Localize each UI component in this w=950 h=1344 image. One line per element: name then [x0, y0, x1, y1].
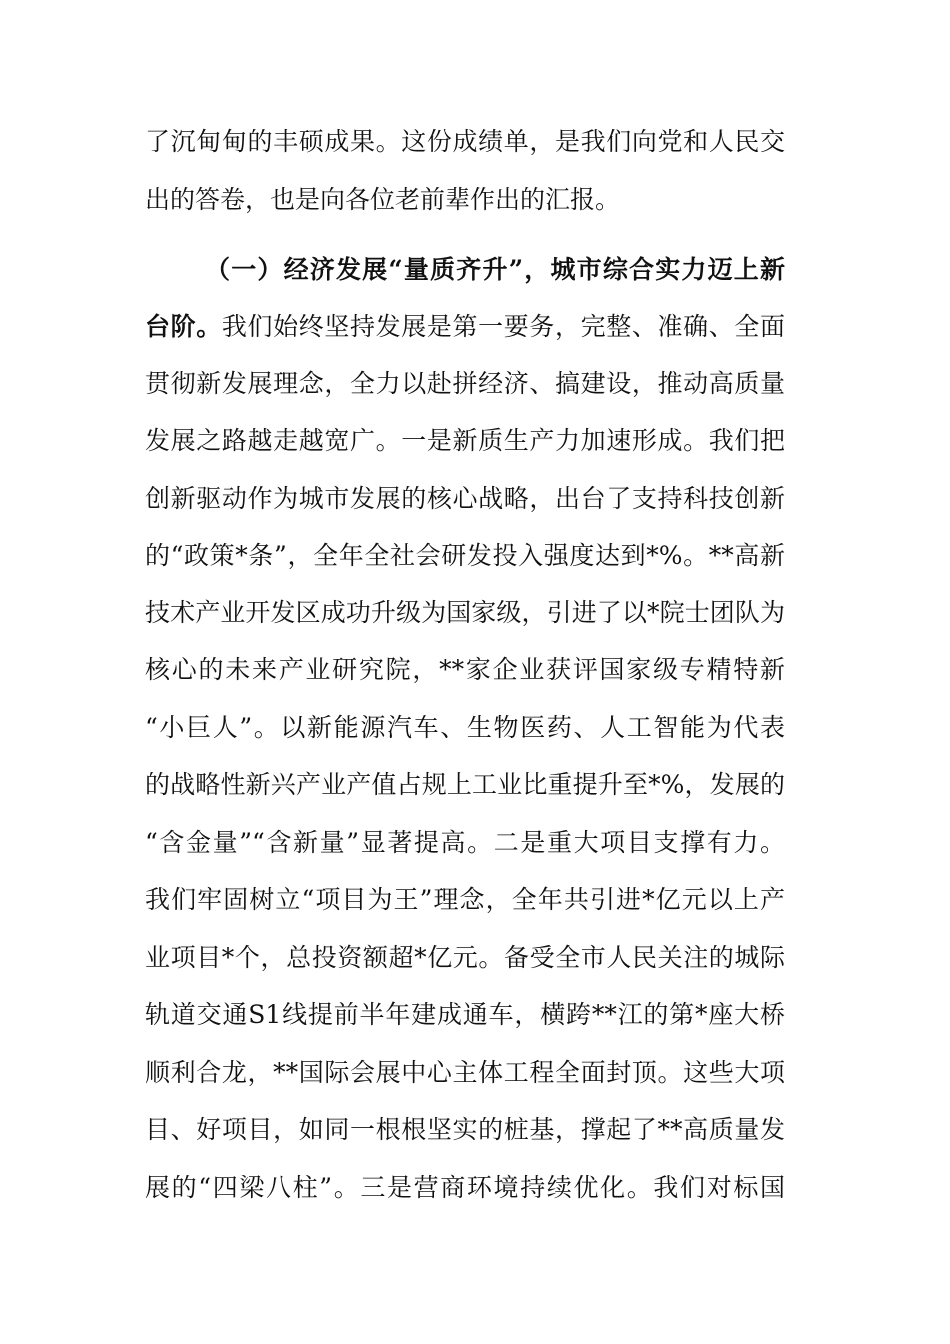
section-heading: （一）经济发展“量质齐升”，城市综合实力迈上新 — [205, 255, 785, 284]
paragraph-line: 出的答卷，也是向各位老前辈作出的汇报。 — [145, 185, 621, 214]
paragraph-line: 创新驱动作为城市发展的核心战略，出台了支持科技创新 — [145, 484, 785, 513]
paragraph-line: 了沉甸甸的丰硕成果。这份成绩单，是我们向党和人民交 — [145, 127, 785, 156]
paragraph-line: “含金量”“含新量”显著提高。二是重大项目支撑有力。 — [145, 828, 785, 857]
paragraph-line: 我们牢固树立“项目为王”理念，全年共引进*亿元以上产 — [145, 885, 785, 914]
paragraph-line: 目、好项目，如同一根根坚实的桩基，撑起了**高质量发 — [145, 1115, 785, 1144]
paragraph-line: 顺利合龙，**国际会展中心主体工程全面封顶。这些大项 — [145, 1058, 785, 1087]
paragraph-line: 的“政策*条”，全年全社会研发投入强度达到*%。**高新 — [145, 541, 785, 570]
paragraph-line: 技术产业开发区成功升级为国家级，引进了以*院士团队为 — [145, 598, 785, 627]
paragraph-line: 核心的未来产业研究院，**家企业获评国家级专精特新 — [145, 655, 785, 684]
paragraph-line: “小巨人”。以新能源汽车、生物医药、人工智能为代表 — [145, 713, 785, 742]
paragraph-line: 业项目*个，总投资额超*亿元。备受全市人民关注的城际 — [145, 943, 785, 972]
paragraph-line: 展的“四梁八柱”。三是营商环境持续优化。我们对标国 — [145, 1173, 785, 1202]
paragraph-line: 贯彻新发展理念，全力以赴拼经济、搞建设，推动高质量 — [145, 369, 785, 398]
paragraph-line: 台阶。我们始终坚持发展是第一要务，完整、准确、全面 — [145, 312, 785, 341]
paragraph-line: 的战略性新兴产业产值占规上工业比重提升至*%，发展的 — [145, 770, 785, 799]
paragraph-line: 发展之路越走越宽广。一是新质生产力加速形成。我们把 — [145, 426, 785, 455]
paragraph-line: 轨道交通S1线提前半年建成通车，横跨**江的第*座大桥 — [145, 1000, 785, 1029]
